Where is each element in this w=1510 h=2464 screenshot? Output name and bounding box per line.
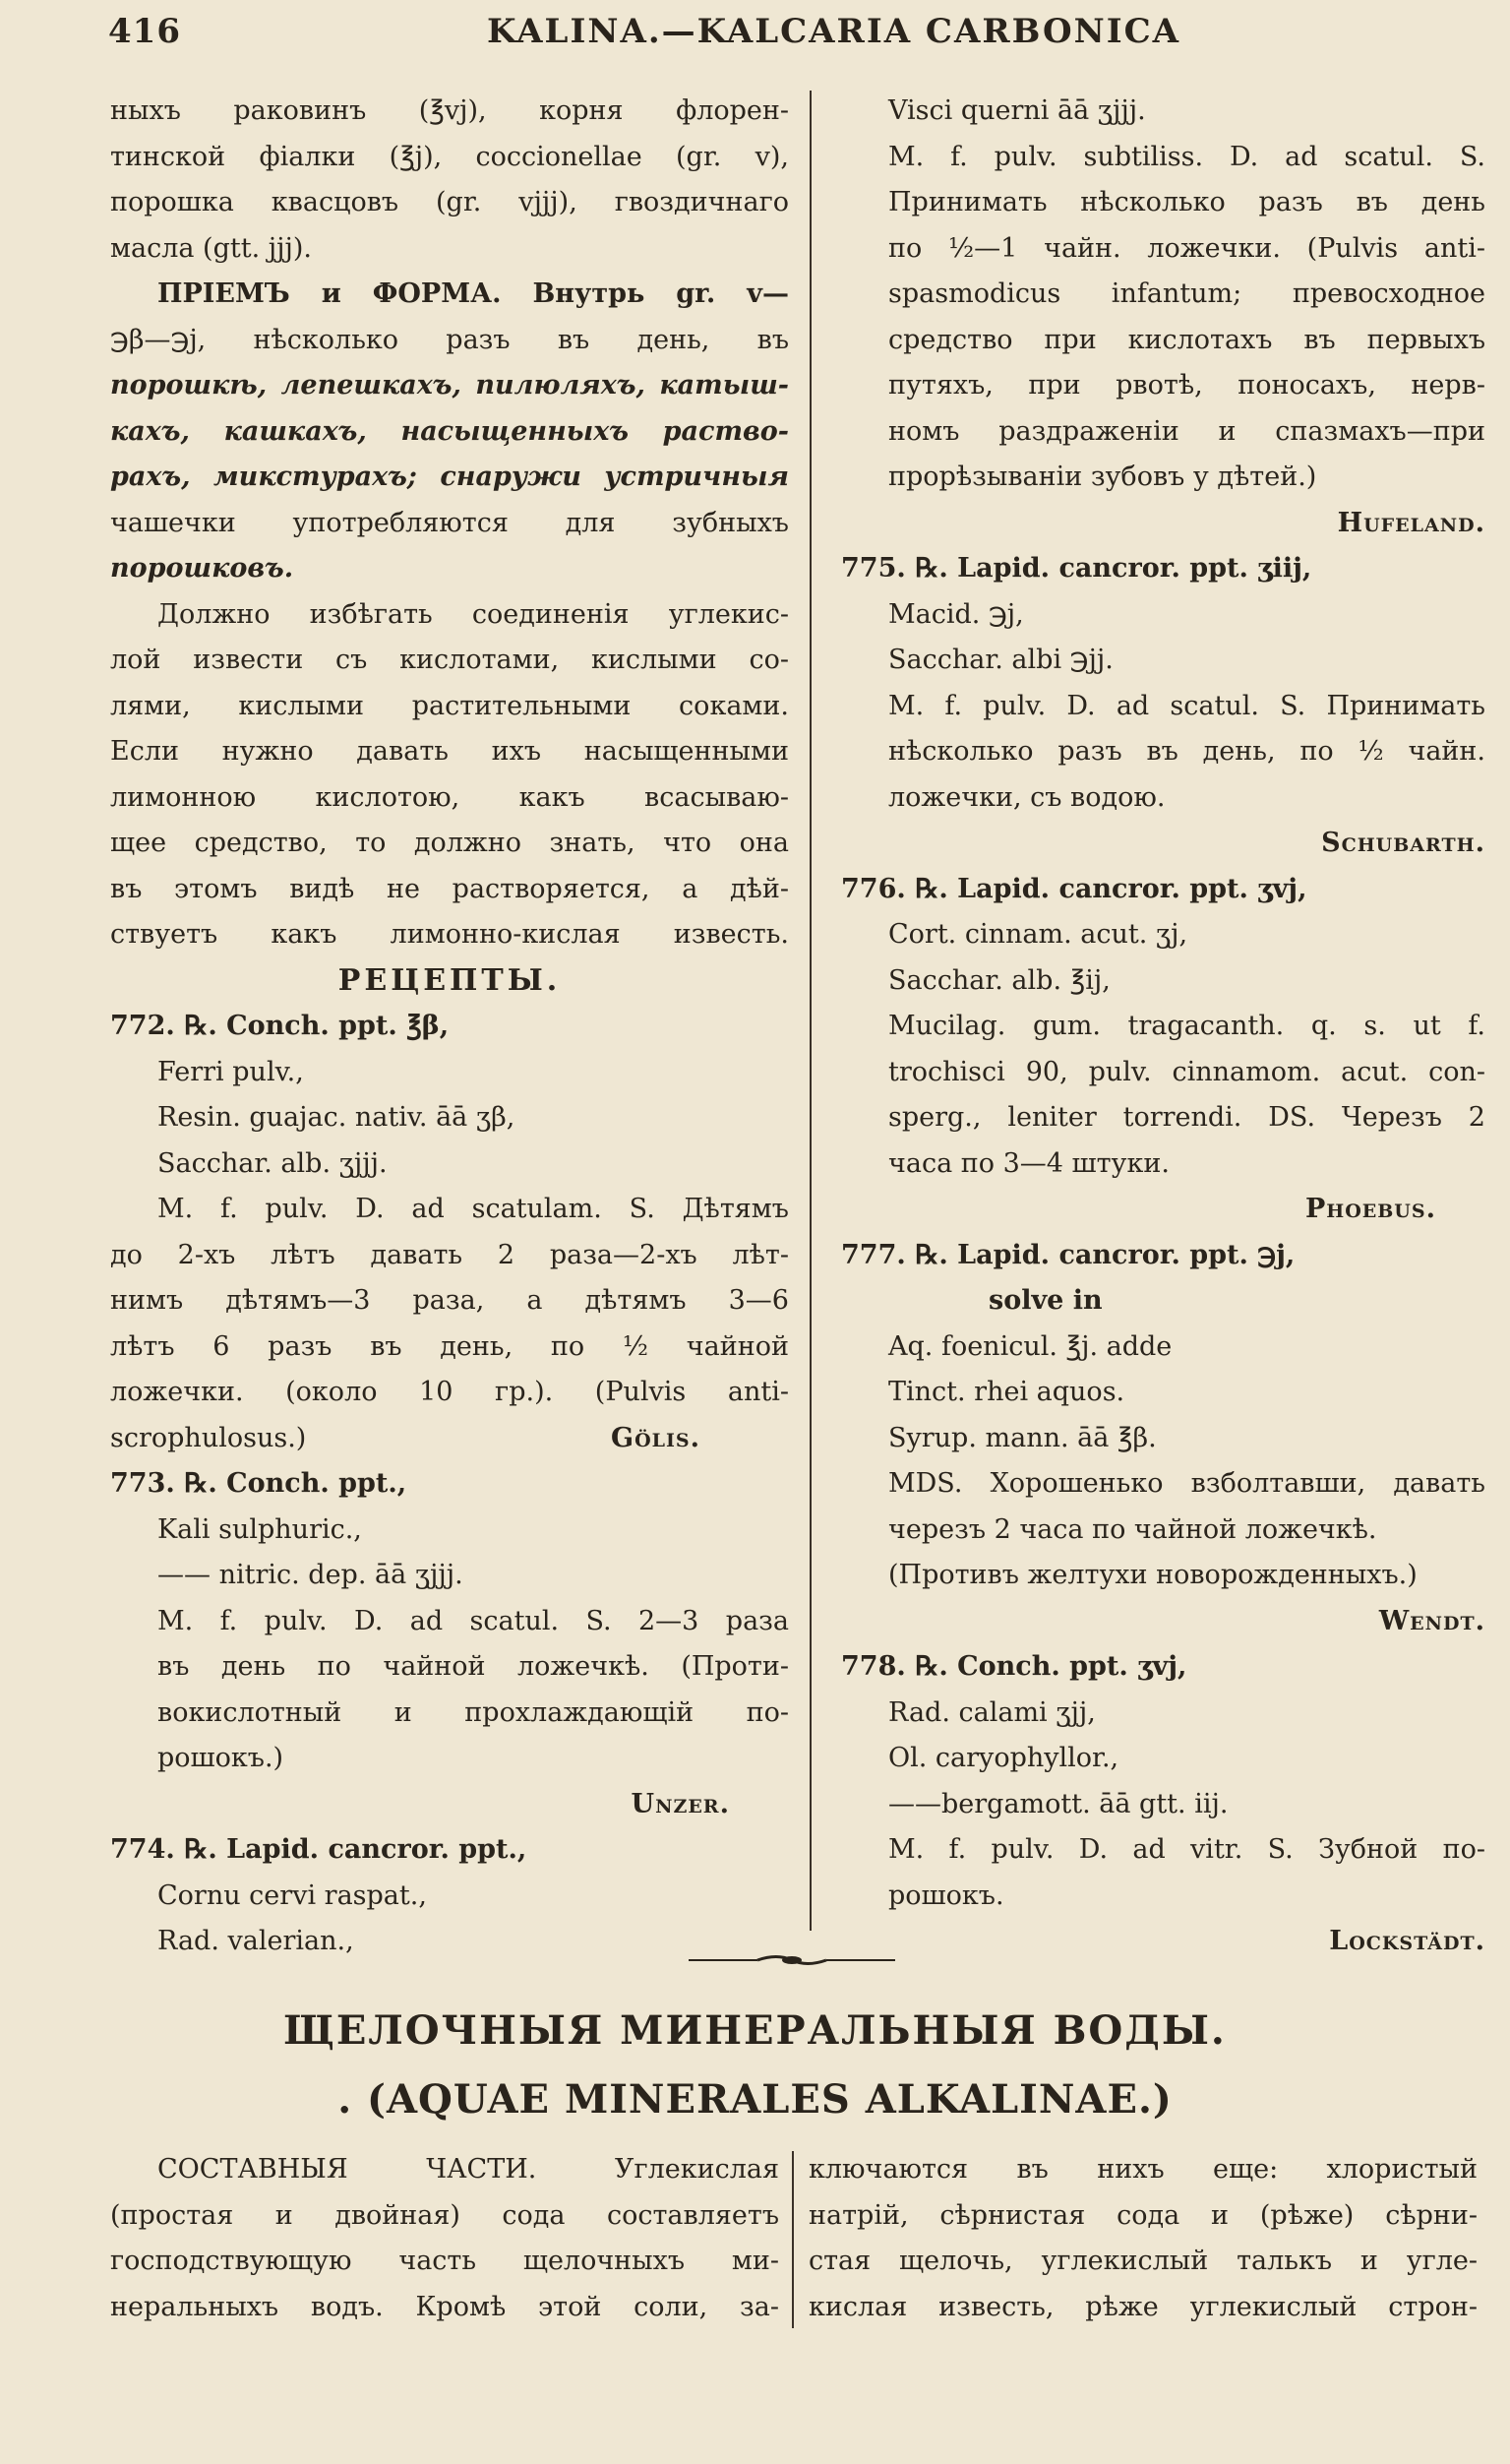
recipe-775-title: 775. ℞. Lapid. cancror. ppt. ʒiij, [841,553,1312,584]
recipe-772-title: 772. ℞. Conch. ppt. ℥β, [110,1011,450,1041]
text-line: рошокъ.) [157,1743,284,1773]
text-line: путяхъ, при рвотѣ, поносахъ, нерв- [888,370,1485,400]
text-line: Kali sulphuric., [157,1513,362,1545]
text-line: лѣтъ 6 разъ въ день, по ½ чайной [110,1330,789,1362]
text-line: Visci querni āā ʒjjj. [888,95,1146,126]
bottom-left-column [110,2147,779,2330]
text-line: лями, кислыми растительными соками. [110,690,789,721]
text-line: средство при кислотахъ въ первыхъ [888,324,1485,355]
text-line: прорѣзываніи зубовъ у дѣтей.) [888,462,1317,492]
text-line: въ этомъ видѣ не растворяется, а дѣй- [110,873,789,904]
text-line: ключаются въ нихъ еще: хлористый [809,2154,1478,2185]
text-line: часа по 3—4 штуки. [888,1147,1170,1179]
text-line: нимъ дѣтямъ—3 раза, а дѣтямъ 3—6 [110,1285,789,1316]
text-line: масла (gtt. jjj). [110,232,312,264]
text-line: натрій, сѣрнистая сода и (рѣже) сѣрни- [809,2199,1478,2231]
text-line: Sacchar. alb. ℥ij, [888,964,1111,996]
text-line: Cornu cervi raspat., [157,1879,427,1911]
text-line: Ferri pulv., [157,1056,304,1087]
text-line: порошковъ. [110,553,294,584]
section-title-latin: . (AQUAE MINERALES ALKALINAE.) [337,2076,1173,2123]
text-line: (Противъ желтухи новорожденныхъ.) [888,1560,1418,1590]
text-line: (простая и двойная) сода составляетъ [110,2199,779,2231]
author-signature: Gölis. [611,1422,700,1453]
running-title: KALINA.—KALCARIA CARBONICA [487,12,1181,51]
text-line: Ol. caryophyllor., [888,1743,1119,1773]
author-signature: Unzer. [631,1788,730,1819]
text-line: нѣсколько разъ въ день, по ½ чайн. [888,736,1485,767]
text-line: номъ раздраженіи и спазмахъ—при [888,415,1485,447]
text-line: Если нужно давать ихъ насыщенными [110,736,789,767]
text-line: Rad. calami ʒjj, [888,1696,1096,1728]
text-line: Sacchar. alb. ʒjjj. [157,1147,388,1179]
text-line: рошокъ. [888,1879,1004,1911]
text-line: по ½—1 чайн. ложечки. (Pulvis anti- [888,232,1485,264]
column-rule [810,91,812,1931]
page-number: 416 [108,12,181,51]
page-header [98,12,1476,61]
text-line: M. f. pulv. D. ad scatulam. S. Дѣтямъ [157,1194,789,1224]
text-line: sperg., leniter torrendi. DS. Черезъ 2 [888,1102,1485,1133]
text-line: trochisci 90, pulv. cinnamom. acut. con- [888,1056,1485,1087]
text-line: черезъ 2 часа по чайной ложечкѣ. [888,1513,1377,1545]
text-line: ложечки, съ водою. [888,781,1166,813]
text-line: Resin. guajac. nativ. āā ʒβ, [157,1102,515,1133]
text-line: Rad. valerian., [157,1926,354,1956]
text-line: Mucilag. gum. tragacanth. q. s. ut f. [888,1011,1485,1041]
text-line: ложечки. (около 10 гр.). (Pulvis anti- [110,1377,789,1407]
text-line: кахъ, кашкахъ, насыщенныхъ раство- [110,415,789,447]
text-line: Macid. ℈j, [888,598,1024,630]
ornament-divider [689,1952,895,1968]
text-line: господствующую часть щелочныхъ ми- [110,2246,779,2276]
recipe-773-title: 773. ℞. Conch. ppt., [110,1468,407,1499]
text-line: Должно избѣгать соединенія углекис- [157,598,789,630]
text-line: чашечки употребляются для зубныхъ [110,507,789,538]
text-line: Tinct. rhei aquos. [888,1377,1125,1407]
text-line: M. f. pulv. subtiliss. D. ad scatul. S. [888,141,1485,172]
text-line: —— nitric. dep. āā ʒjjj. [157,1560,463,1590]
column-rule [792,2151,794,2328]
recipe-777-title: 777. ℞. Lapid. cancror. ppt. ℈j, [841,1239,1296,1270]
text-line: тинской фіалки (℥j), coccionellae (gr. v), [110,141,789,172]
text-line: неральныхъ водъ. Кромѣ этой соли, за- [110,2291,779,2322]
text-line: до 2-хъ лѣтъ давать 2 раза—2-хъ лѣт- [110,1239,789,1270]
author-signature: Lockstädt. [1329,1926,1485,1956]
text-line: щее средство, то должно знать, что она [110,828,789,858]
text-line: вокислотный и прохлаждающій по- [157,1696,789,1728]
text-line: лой извести съ кислотами, кислыми со- [110,645,789,675]
text-line: M. f. pulv. D. ad scatul. S. 2—3 раза [157,1605,789,1636]
recipe-774-title: 774. ℞. Lapid. cancror. ppt., [110,1834,527,1865]
text-line: СОСТАВНЫЯ ЧАСТИ. Углекислая [157,2154,779,2185]
text-line: ПРІЕМЪ и ФОРМА. Внутрь gr. v— [157,278,789,309]
left-column [110,89,789,1965]
text-line: solve in [989,1285,1103,1316]
text-line: Cort. cinnam. acut. ʒj, [888,919,1188,950]
text-line: M. f. pulv. D. ad scatul. S. Принимать [888,690,1485,721]
text-line: ныхъ раковинъ (℥vj), корня флорен- [110,95,789,126]
text-line: scrophulosus.) [110,1422,307,1453]
right-column [841,89,1485,1965]
text-line: кислая известь, рѣже углекислый строн- [809,2291,1478,2322]
text-line: рахъ, микстурахъ; снаружи устричныя [110,462,789,492]
section-title-russian: ЩЕЛОЧНЫЯ МИНЕРАЛЬНЫЯ ВОДЫ. [283,2007,1227,2054]
author-signature: Schubarth. [1321,828,1485,858]
text-line: ствуетъ какъ лимонно-кислая известь. [110,919,789,950]
recipes-heading: РЕЦЕПТЫ. [337,962,562,998]
text-line: spasmodicus infantum; превосходное [888,278,1485,309]
text-line: ——bergamott. āā gtt. iij. [888,1788,1229,1819]
text-line: Aq. foenicul. ℥j. adde [888,1330,1173,1362]
recipe-778-title: 778. ℞. Conch. ppt. ʒvj, [841,1651,1187,1682]
text-line: Принимать нѣсколько разъ въ день [888,187,1485,217]
text-line: ℈β—℈j, нѣсколько разъ въ день, въ [110,324,789,355]
bottom-right-column [809,2147,1478,2330]
text-line: M. f. pulv. D. ad vitr. S. Зубной по- [888,1834,1485,1865]
text-line: стая щелочь, углекислый талькъ и угле- [809,2246,1478,2276]
author-signature: Phoebus. [1304,1194,1436,1224]
author-signature: Wendt. [1378,1605,1485,1636]
text-line: въ день по чайной ложечкѣ. (Проти- [157,1651,789,1682]
text-line: порошкѣ, лепешкахъ, пилюляхъ, катыш- [110,370,789,400]
author-signature: Hufeland. [1337,507,1485,538]
text-line: лимонною кислотою, какъ всасываю- [110,781,789,813]
text-line: Syrup. mann. āā ℥β. [888,1422,1157,1453]
text-line: MDS. Хорошенько взболтавши, давать [888,1468,1485,1499]
recipe-776-title: 776. ℞. Lapid. cancror. ppt. ʒvj, [841,873,1307,904]
text-line: порошка квасцовъ (gr. vjjj), гвоздичнаго [110,187,789,217]
text-line: Sacchar. albi ℈jj. [888,645,1114,675]
